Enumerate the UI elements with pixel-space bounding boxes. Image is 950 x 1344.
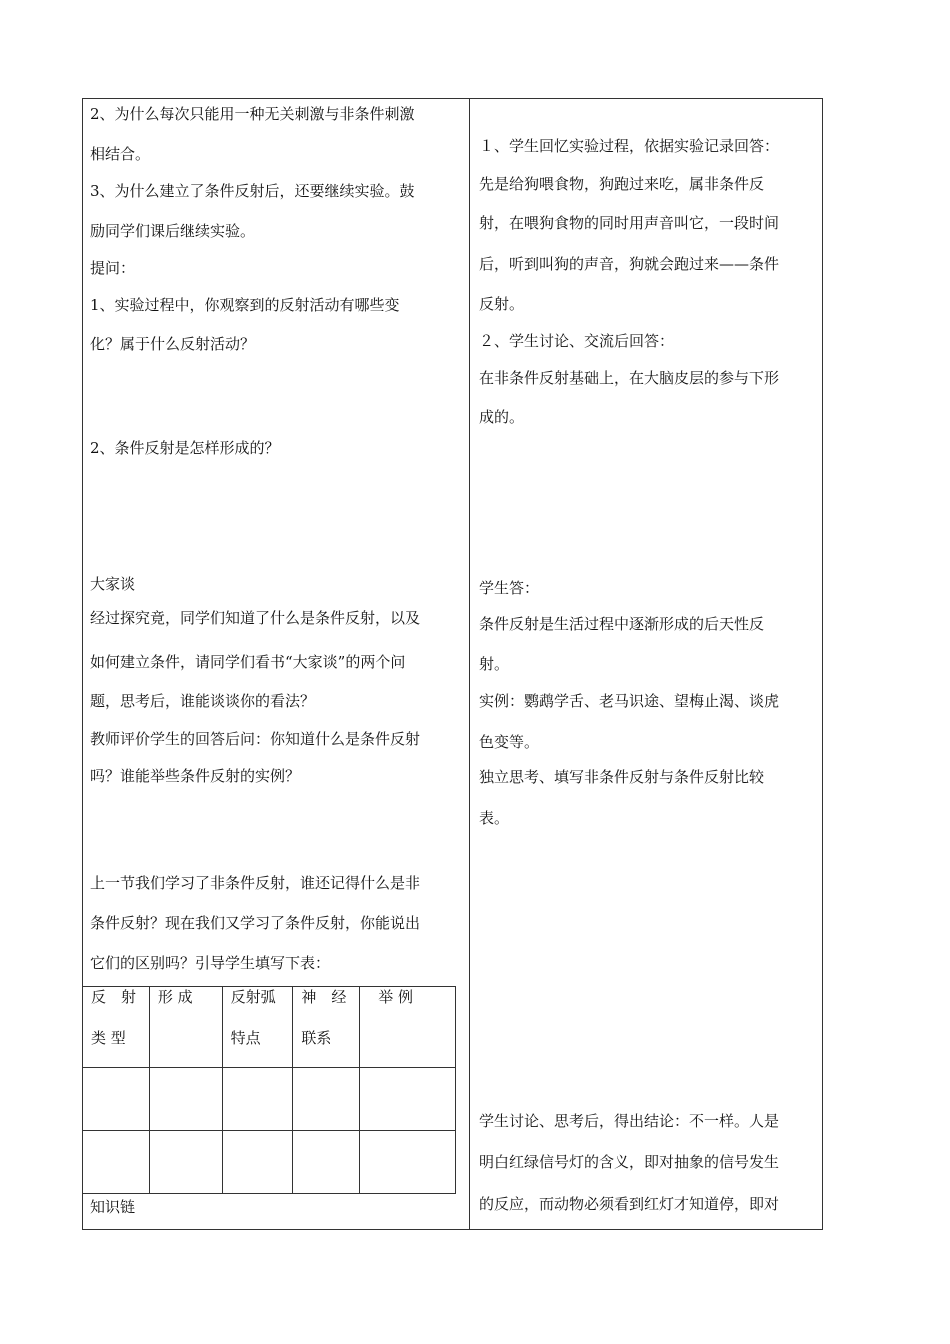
header-formation: 形 成 bbox=[149, 987, 222, 1068]
table-cell[interactable] bbox=[293, 1131, 360, 1194]
left-heading-dajiatan: 大家谈 bbox=[90, 575, 136, 593]
table-cell[interactable] bbox=[222, 1131, 293, 1194]
right-line-1: １、学生回忆实验过程，依据实验记录回答： bbox=[479, 137, 780, 155]
right-line-14: 独立思考、填写非条件反射与条件反射比较 bbox=[479, 768, 765, 786]
table-row bbox=[83, 1068, 456, 1131]
left-line-13: 教师评价学生的回答后问：你知道什么是条件反射 bbox=[90, 730, 421, 748]
table-cell[interactable] bbox=[149, 1131, 222, 1194]
table-cell[interactable] bbox=[83, 1131, 150, 1194]
right-line-13: 色变等。 bbox=[479, 733, 540, 751]
left-line-3: 3、为什么建立了条件反射后，还要继续实验。鼓 bbox=[90, 182, 415, 200]
table-cell[interactable] bbox=[149, 1068, 222, 1131]
right-line-12: 实例：鹦鹉学舌、老马识途、望梅止渴、谈虎 bbox=[479, 692, 780, 710]
left-heading-zhishilian: 知识链 bbox=[90, 1198, 136, 1216]
left-line-15: 上一节我们学习了非条件反射，谁还记得什么是非 bbox=[90, 874, 421, 892]
table-cell[interactable] bbox=[293, 1068, 360, 1131]
table-cell[interactable] bbox=[222, 1068, 293, 1131]
table-cell[interactable] bbox=[360, 1068, 456, 1131]
left-line-12: 题，思考后，谁能谈谈你的看法？ bbox=[90, 692, 316, 710]
header-nerve-link: 神 经 联系 bbox=[293, 987, 360, 1068]
right-line-16: 学生讨论、思考后，得出结论：不一样。人是 bbox=[479, 1112, 780, 1130]
column-divider bbox=[469, 98, 470, 1230]
table-row bbox=[83, 1131, 456, 1194]
header-reflex-arc: 反射弧 特点 bbox=[222, 987, 293, 1068]
left-line-17: 它们的区别吗？引导学生填写下表： bbox=[90, 954, 331, 972]
right-line-15: 表。 bbox=[479, 809, 510, 827]
left-line-8: 2、条件反射是怎样形成的？ bbox=[90, 439, 280, 457]
reflex-comparison-table bbox=[82, 986, 456, 1194]
left-line-1: 2、为什么每次只能用一种无关刺激与非条件刺激 bbox=[90, 105, 415, 123]
table-header-row bbox=[83, 987, 456, 1068]
right-line-11: 射。 bbox=[479, 655, 510, 673]
left-line-7: 化？属于什么反射活动？ bbox=[90, 335, 256, 353]
right-line-9: 学生答： bbox=[479, 579, 540, 597]
left-line-16: 条件反射？现在我们又学习了条件反射，你能说出 bbox=[90, 914, 421, 932]
left-line-10: 经过探究竟，同学们知道了什么是条件反射，以及 bbox=[90, 609, 421, 627]
right-line-3: 射，在喂狗食物的同时用声音叫它，一段时间 bbox=[479, 214, 780, 232]
right-line-7: 在非条件反射基础上，在大脑皮层的参与下形 bbox=[479, 369, 780, 387]
header-example: 举 例 bbox=[360, 987, 456, 1068]
right-line-5: 反射。 bbox=[479, 295, 525, 313]
left-line-14: 吗？谁能举些条件反射的实例？ bbox=[90, 767, 301, 785]
right-line-8: 成的。 bbox=[479, 408, 525, 426]
right-line-18: 的反应，而动物必须看到红灯才知道停，即对 bbox=[479, 1195, 780, 1213]
table-cell[interactable] bbox=[83, 1068, 150, 1131]
right-line-17: 明白红绿信号灯的含义，即对抽象的信号发生 bbox=[479, 1153, 780, 1171]
header-reflex-type: 反 射 类 型 bbox=[83, 987, 150, 1068]
left-line-2: 相结合。 bbox=[90, 145, 151, 163]
left-line-11: 如何建立条件，请同学们看书“大家谈”的两个问 bbox=[90, 653, 406, 671]
right-line-4: 后，听到叫狗的声音，狗就会跑过来——条件 bbox=[479, 255, 780, 273]
table-cell[interactable] bbox=[360, 1131, 456, 1194]
left-line-4: 励同学们课后继续实验。 bbox=[90, 222, 256, 240]
left-line-5: 提问： bbox=[90, 259, 136, 277]
left-line-6: 1、实验过程中，你观察到的反射活动有哪些变 bbox=[90, 296, 400, 314]
right-line-10: 条件反射是生活过程中逐渐形成的后天性反 bbox=[479, 615, 765, 633]
right-line-6: ２、学生讨论、交流后回答： bbox=[479, 332, 675, 350]
right-line-2: 先是给狗喂食物，狗跑过来吃，属非条件反 bbox=[479, 175, 765, 193]
